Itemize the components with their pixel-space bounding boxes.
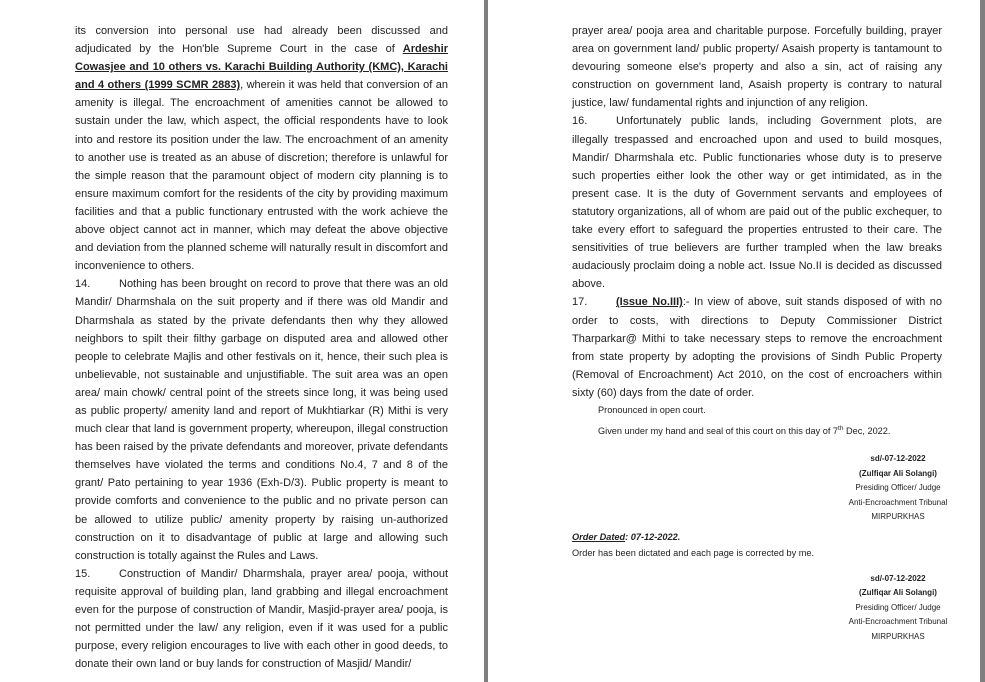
given-tail: Dec, 2022. [843,426,891,437]
paragraph-text: Nothing has been brought on record to prove that there was an old Mandir/ Dharmshala on the suit property and if there was old Mandir and Dharmshala as stated by the private defendants then why they allowed neighbors to spilt their filthy garbage on disputed area and allowed other people to celebrate Majlis and other festivals on it, hence, their such plea is unbelievable, not sustainable and unjustifiable. The suit area was an open area/ main chowk/ central point of the streets since long, it was being used as public property/ amenity land and report of Mukhtiarkar (R) Mithi is very much clear that land is government property, whereupon, illegal construction has been raised by the private defendants and moreover, private defendants themselves have violated the terms and conditions No.4, 7 and 8 of the grant/ Pato pertaining to year 1936 (Exh-D/3). Public property is meant to provide comforts and convenience to the public and no private person can be allowed to utilize public/ amenity property by raising un-authorized construction on it to disadvantage of public at large and allowing such construction is totally against the Rules and Laws. [75,278,448,562]
paragraph-15-continued: prayer area/ pooja area and charitable purpose. Forcefully building, prayer area on government land/ public property/ Asaish property is tantamount to devouring someone else's property and also a sin, act of raising any construction on government land, Asaish property is contrary to natural justice, law/ fundamental rights and injunction of any religion. [572,25,942,110]
paragraph-16 [572,112,942,293]
signature-name: (Zulfiqar Ali Solangi) [859,588,937,598]
signature-place: MIRPURKHAS [871,631,925,641]
signature-place: MIRPURKHAS [871,512,925,522]
paragraph-14 [75,275,448,565]
order-note: Order has been dictated and each page is corrected by me. [572,547,815,558]
paragraph-text: Unfortunately public lands, including Government plots, are illegally trespassed and encroached upon and used to build mosques, Mandir/ Dharmshala etc. Public functionaries whose duty is to preserve such properties either look the other way or get intimidated, as in the present case. It is the duty of Government servants and employees of statutory organizations, all of whom are paid out of the public exchequer, to take every effort to safeguard the properties entrusted to their care. The sensitivities of true believers are further trampled when the law breaks audaciously proclaim doing a noble act. Issue No.II is decided as discussed above. [572,115,942,291]
signature-block [798,452,980,525]
paragraph-text: :- In view of above, suit stands disposed of with no order to costs, with directions to Deputy Commissioner District Tharparkar@ Mithi to take necessary steps to remove the encroachment from state property by adopting the provisions of Sindh Public Property (Removal of Encroachment) Act 2010, on the cost of encroachers within sixty (60) days from the date of order. [572,296,942,399]
order-dated-line [572,531,942,544]
paragraph-number: 14. [75,278,91,291]
paragraph-text: , wherein it was held that conversion of an amenity is illegal. The encroachment of amenities cannot be allowed to sustain under the law, which aspect, the official respondents have to look into and restore its position under the law. The encroachment of an amenity to another use is treated as an abuse of discretion; therefore is unlawful for the simple reason that the paramount object of modern city planning is to ensure maximum comfort for the residents of the city by providing maximum facilities and that a public functionary entrusted with the work achieve the above object cannot act in manner, which may defeat the above objective and deviation from the planned scheme will naturally result in discomfort and inconvenience to others. [75,79,448,273]
paragraph-number: 15. [75,567,91,580]
paragraph-text: Construction of Mandir/ Dharmshala, prayer area/ pooja, without requisite approval of building plan, land grabbing and illegal encroachment even for the purpose of construction of Mandir, Masjid-prayer area/ pooja, is not permitted under the law/ any religion, even if it was used for a public purpose, every religion encourages to live with each other in good deeds, to donate their own land or buy lands for construction of Masjid/ Mandir/ [75,567,448,671]
given-superscript: th [838,424,844,432]
paragraph-13-continued [75,22,448,275]
signature-tribunal: Anti-Encroachment Tribunal [848,497,948,507]
given-text: Given under my hand and seal of this court on this day of 7 [598,426,839,437]
case-citation: Ardeshir Cowasjee and 10 others vs. Karachi Building Authority (KMC), Karachi and 4 others (1999 SCMR 2883) [75,43,448,92]
document-page-left [0,0,484,682]
signature-date: sd/-07-12-2022 [870,454,926,464]
signature-title: Presiding Officer/ Judge [855,602,941,612]
pronounced-line: Pronounced in open court. [598,404,706,415]
signature-name: (Zulfiqar Ali Solangi) [859,468,937,478]
document-page-right [488,0,980,682]
given-line [572,422,942,438]
signature-tribunal: Anti-Encroachment Tribunal [848,617,948,627]
signature-block [798,572,980,645]
signature-date: sd/-07-12-2022 [870,573,926,583]
order-dated-label: Order Dated [572,531,626,542]
paragraph-15 [75,565,448,674]
paragraph-number: 16. [572,115,588,128]
signature-title: Presiding Officer/ Judge [855,483,941,493]
paragraph-number: 17. [572,296,588,309]
paragraph-text: its conversion into personal use had already been discussed and adjudicated by the Hon'ble Supreme Court in the case of [75,25,448,56]
issue-label: (Issue No.III) [616,296,683,309]
order-dated-value: : 07-12-2022. [625,531,681,542]
paragraph-17 [572,293,942,402]
